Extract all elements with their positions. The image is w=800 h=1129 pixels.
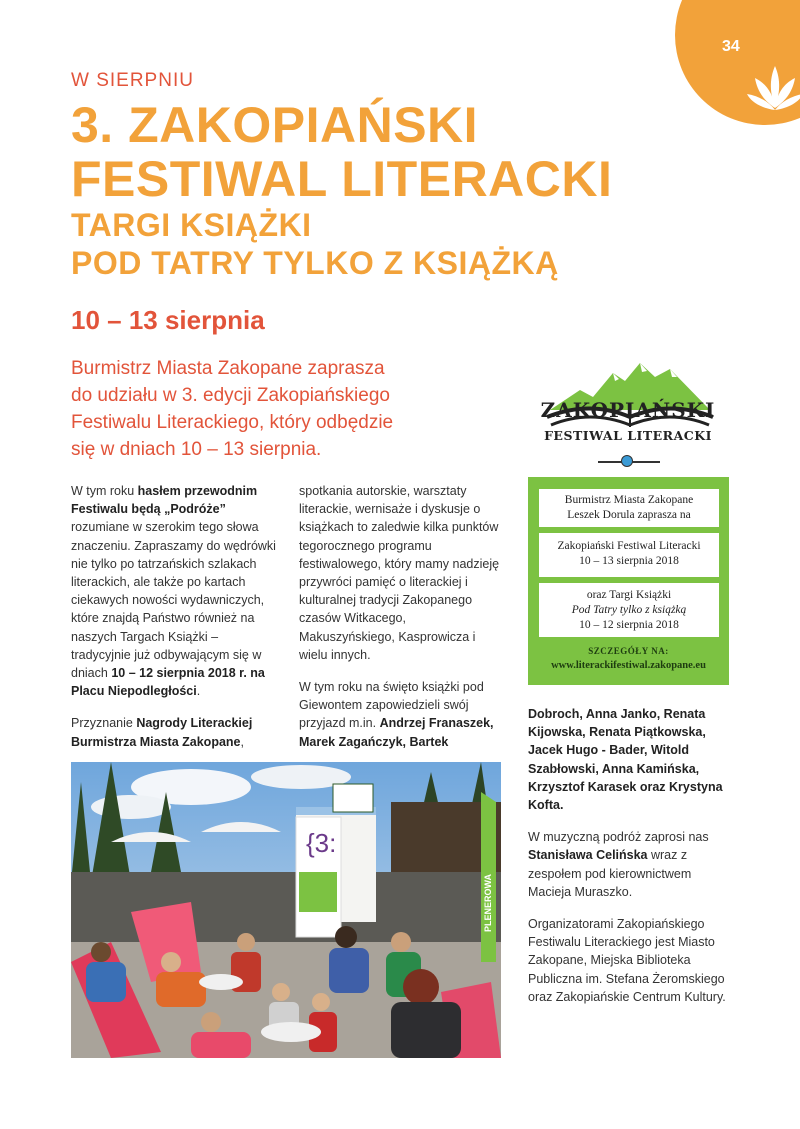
photo-banner-text: PLENEROWA (483, 873, 493, 932)
info-box-festival (539, 533, 719, 577)
bold-text: 10 – 12 sierpnia 2018 r. na Placu Niepodległości (71, 666, 265, 699)
text-column-2 (299, 482, 504, 765)
logo-dot (621, 455, 633, 467)
info-box-fair (539, 583, 719, 637)
paragraph: spotkania autorskie, warsztaty literackie, wernisaże i dyskusje o książkach to zaledwie kilka punktów tegorocznego programu festiwalowego, który mamy nadzieję przywróci pamięć o literackiej i kulturalnej tradycji Zakopanego czasów Witkacego, Makuszyńskiego, Kasprowicza i wielu innych. (299, 484, 500, 662)
festival-photo (71, 762, 501, 1058)
text-run: . (196, 684, 201, 699)
text-column-1 (71, 482, 276, 765)
details-label: SZCZEGÓŁY NA: (588, 646, 669, 656)
subtitle (71, 206, 559, 282)
leaf-ornament-icon (745, 38, 800, 118)
text-column-3 (528, 705, 733, 1020)
paragraph: Organizatorami Zakopiańskiego Festiwalu Literackiego jest Miasto Zakopane, Miejska Biblioteka Publiczna im. Stefana Żeromskiego oraz Zakopiańskie Centrum Kultury. (528, 917, 726, 1004)
text-run: , (240, 734, 244, 749)
info-box-line: Burmistrz Miasta Zakopane (564, 494, 694, 506)
subtitle-line-2: POD TATRY TYLKO Z KSIĄŻKĄ (71, 245, 559, 281)
eyebrow-label: W SIERPNIU (71, 70, 194, 91)
festival-logo-mountains-book (545, 315, 715, 475)
text-run: W tym roku na święto książki pod Giewontem zapowiedzieli swój przyjazd m.in. (299, 680, 484, 731)
info-box-line: Zakopiański Festiwal Literacki (557, 540, 701, 552)
event-dates: 10 – 13 sierpnia (71, 305, 265, 335)
svg-text:{3:: {3: (306, 828, 337, 858)
text-run: wraz z zespołem pod kierownictwem Macieja Muraszko. (528, 848, 692, 899)
bold-text: Andrzej Franaszek, Marek Zagańczyk, Bartek (299, 716, 494, 749)
paragraph (71, 482, 276, 700)
main-title-line-1: 3. ZAKOPIAŃSKI (71, 97, 479, 153)
subtitle-line-1: TARGI KSIĄŻKI (71, 207, 312, 243)
text-run: Przyznanie (71, 716, 137, 731)
info-box-line: 10 – 13 sierpnia 2018 (579, 555, 679, 567)
info-box-line: Pod Tatry tylko z książką (571, 604, 687, 616)
text-run: rozumiane w szerokim tego słowa znaczeniu. Zapraszamy do wędrówki nie tylko po tatrzańskich szlakach literackich, ale także po kartach ciekawych nowości wydawniczych, które znajdą Państwo również na naszych Targach Książki – tradycyjnie już odbywającym się w dniach (71, 520, 276, 681)
paragraph (299, 678, 504, 751)
info-box-line: Leszek Dorula zaprasza na (567, 509, 691, 521)
lead-paragraph (71, 355, 471, 463)
text-run: W tym roku (71, 484, 138, 498)
paragraph (528, 705, 733, 814)
logo-title: ZAKOPIAŃSKI (540, 398, 716, 422)
lead-line: Festiwalu Literackiego, który odbędzie (71, 412, 394, 433)
paragraph (528, 828, 733, 901)
festival-url-link[interactable]: www.literackifestiwal.zakopane.eu (551, 660, 706, 671)
bold-text: hasłem przewodnim Festiwalu będą „Podróże” (71, 484, 258, 517)
bold-text: Nagrody Literackiej Burmistrza Miasta Zakopane (71, 716, 253, 749)
paragraph (71, 714, 276, 750)
bold-text: Dobroch, Anna Janko, Renata Kijowska, Renata Piątkowska, Jacek Hugo - Bader, Witold Szabłowski, Anna Kamińska, Krzysztof Karasek oraz Krystyna Kofta. (528, 707, 723, 813)
main-title-line-2: FESTIWAL LITERACKI (71, 151, 613, 207)
main-title (71, 98, 612, 206)
logo-subtitle: FESTIWAL LITERACKI (544, 428, 712, 443)
info-box (528, 477, 729, 685)
info-box-line: 10 – 12 sierpnia 2018 (579, 619, 679, 631)
info-box-line: oraz Targi Książki (586, 589, 672, 601)
lead-line: do udziału w 3. edycji Zakopiańskiego (71, 385, 390, 406)
bold-text: Stanisława Celińska (528, 848, 648, 863)
info-box-invite (539, 489, 719, 527)
lead-line: Burmistrz Miasta Zakopane zaprasza (71, 358, 385, 379)
text-run: W muzyczną podróż zaprosi nas (528, 830, 709, 845)
lead-line: się w dniach 10 – 13 sierpnia. (71, 439, 322, 460)
page-number: 34 (722, 38, 740, 55)
